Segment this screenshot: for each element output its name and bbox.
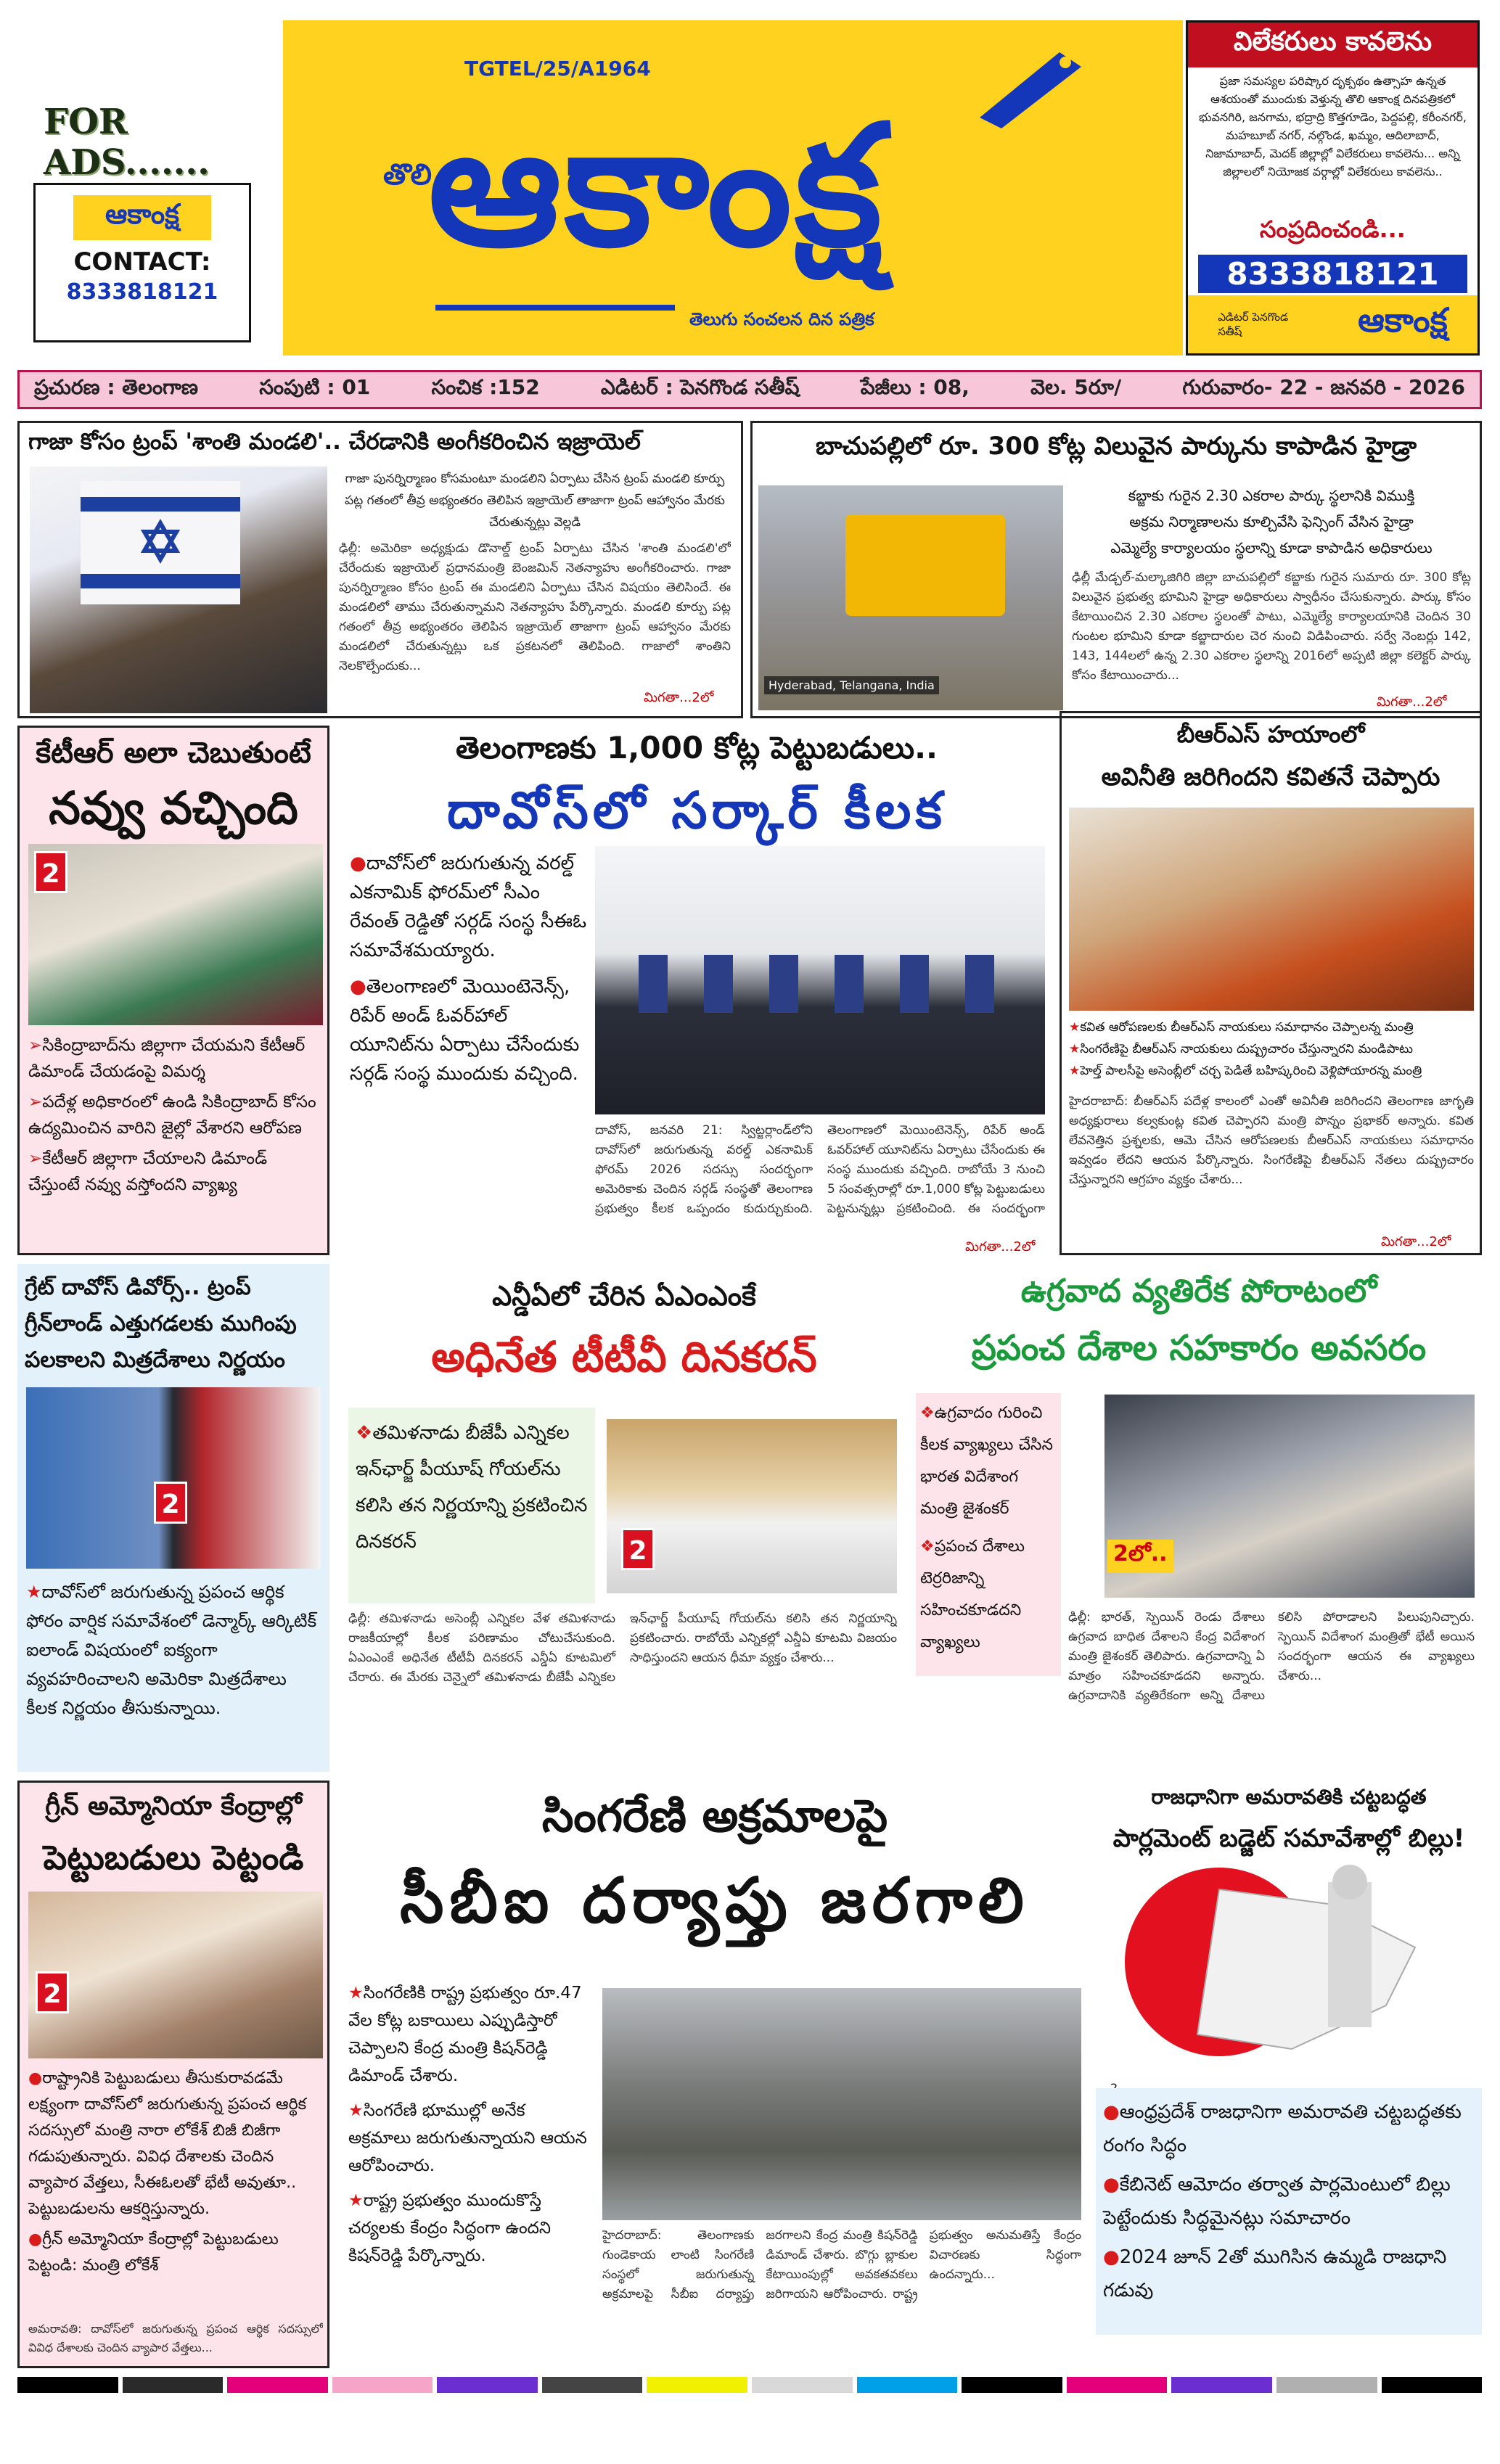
hydra-sub-3: ఎమ్మెల్యే కార్యాలయం స్థలాన్ని కూడా కాపాడిన అధికారులు <box>1110 539 1433 557</box>
ads-left <box>29 102 269 348</box>
story-gaza <box>17 421 743 718</box>
reporters-ad-footer <box>1188 295 1478 353</box>
ads-contact-label: CONTACT: <box>73 247 211 276</box>
gaza-headline: గాజా కోసం ట్రంప్ 'శాంతి మండలి'.. చేరడానికి అంగీకరించిన ఇజ్రాయెల్ <box>28 429 641 455</box>
ktr-bullets <box>28 1032 323 1198</box>
story-greenland <box>17 1264 329 1772</box>
gaza-summary: గాజా పునర్నిర్మాణం కోసమంటూ మండలిని ఏర్పాటు చేసిన ట్రంప్ మండలి కూర్పు పట్ల గతంలో తీవ్ర అభ్యంతరం తెలిపిన ఇజ్రాయెల్ తాజాగా ట్రంప్ ఆహ్వానం మేరకు చేరుతున్నట్లు వెల్లడి <box>345 472 725 530</box>
star-icon: ★ <box>348 2191 364 2210</box>
reporters-ad <box>1186 20 1480 356</box>
dot-icon: ● <box>1103 2246 1120 2268</box>
ktr-bullet-3: ➢కేటీఆర్ జిల్లాగా చేయాలని డిమాండ్ చేస్తుంటే నవ్వు వస్తోందని వ్యాఖ్య <box>28 1149 268 1194</box>
jaishankar-photo <box>1104 1395 1475 1598</box>
terror-body: ఢిల్లీ: భారత్, స్పెయిన్ రెండు దేశాలు ఉగ్రవాద బాధిత దేశాలని కేంద్ర విదేశాంగ మంత్రి జైశంకర్ తెలిపారు. ఉగ్రవాదాన్ని ఏ మాత్రం సహించకూడదని అన్నారు. ఉగ్రవాదానికి వ్యతిరేకంగా అన్ని దేశాలు కలిసి పోరాడాలని పిలుపునిచ్చారు. స్పెయిన్ విదేశాంగ మంత్రితో భేటీ అయిన సందర్భంగా ఆయన ఈ వ్యాఖ్యలు చేశారు... <box>1068 1610 1475 1703</box>
ammonia-headline-1: గ్రీన్ అమ్మోనియా కేంద్రాల్లో <box>45 1791 302 1821</box>
reg-number: TGTEL/25/A1964 <box>464 57 651 81</box>
terror-bullet-2: ❖ప్రపంచ దేశాలు టెర్రరిజాన్ని సహించకూడదని వ్యాఖ్యలు <box>920 1537 1025 1651</box>
ads-logo: ఆకాంక్ష <box>73 195 211 240</box>
swatch <box>1382 2377 1483 2393</box>
brs-headline-1: బీఆర్ఎస్ హయాంలో <box>1176 720 1365 748</box>
brs-continued: మిగతా...2లో <box>1381 1234 1451 1249</box>
swatch <box>1067 2377 1168 2393</box>
lokesh-photo <box>28 1892 323 2058</box>
arrow-icon: ➢ <box>28 1093 43 1112</box>
swatch <box>857 2377 958 2393</box>
ammonia-headline-2: పెట్టుబడులు పెట్టండి <box>43 1838 304 1877</box>
arrow-icon: ➢ <box>28 1036 43 1055</box>
for-ads-label: FOR ADS....... <box>44 102 210 183</box>
hydra-sub-2: అక్రమ నిర్మాణాలను కూల్చివేసి ఫెన్సింగ్ వేసిన హైడ్రా <box>1129 513 1414 530</box>
story-ktr <box>17 726 329 1255</box>
amaravati-bullet-box <box>1096 2088 1482 2335</box>
davos-bullet-1: ●దావోస్‌లో జరుగుతున్న వరల్డ్ ఎకనామిక్ ఫోరమ్‌లో సీఎం రేవంత్ రెడ్డితో సర్గడ్ సంస్థ సీఈఓ సమావేశమయ్యారు. <box>350 853 587 961</box>
gaza-continued: మిగతా...2లో <box>644 690 714 705</box>
masthead-underline <box>435 305 675 311</box>
dot-icon: ● <box>350 853 366 874</box>
amaravati-bullet-1: ●ఆంధ్రప్రదేశ్ రాజధానిగా అమరావతి చట్టబద్ధతకు రంగం సిద్ధం <box>1103 2101 1462 2156</box>
ammonia-bullet-1: ●రాష్ట్రానికి పెట్టుబడులు తీసుకురావడమే లక్ష్యంగా దావోస్‌లో జరుగుతున్న ప్రపంచ ఆర్థిక సదస్సులో మంత్రి నారా లోకేశ్ బిజీ బిజీగా గడుపుతున్నారు. వివిధ దేశాలకు చెందిన వ్యాపార వేత్తలు, సీఈఓలతో భేటీ అవుతూ.. పెట్టుబడులను ఆకర్షిస్తున్నారు. <box>28 2069 307 2218</box>
ammk-photo <box>607 1419 897 1593</box>
dateline-issue: సంచిక :152 <box>431 375 540 399</box>
swatch <box>1276 2377 1377 2393</box>
gaza-body: ఢిల్లీ: అమెరికా అధ్యక్షుడు డొనాల్డ్ ట్రంప్ ఏర్పాటు చేసిన 'శాంతి మండలి'లో చేరేందుకు ఇజ్రాయెల్ ప్రధానమంత్రి బెంజమిన్ నెతన్యాహు అంగీకరించారు. గాజా పునర్నిర్మాణం కోసం ట్రంప్ ఈ మండలిని ఏర్పాటు చేసిన విషయం తెలిసిందే. ఈ మండలిలో తాము చేరుతున్నామని నెతన్యాహు పేర్కొన్నారు. మండలి కూర్పు పట్ల గతంలో తీవ్ర అభ్యంతరం తెలిపిన ఇజ్రాయెల్ తాజాగా ట్రంప్ ఆహ్వానం మేరకు మండలిలో చేరుతున్నట్లు ఒక ప్రకటనలో తెలిపింది. గాజాలో శాంతిని నెలకొల్పేందుకు... <box>339 541 731 673</box>
hydra-photo <box>758 485 1063 710</box>
amaravati-headline: పార్లమెంట్ బడ్జెట్ సమావేశాల్లో బిల్లు! <box>1112 1824 1465 1853</box>
hydra-body: ఢిల్లీ మేడ్చల్-మల్కాజిగిరి జిల్లా బాచుపల్లిలో కబ్జాకు గురైన సుమారు రూ. 300 కోట్ల విలువైన ప్రభుత్వ భూమిని హైడ్రా అధికారులు స్వాధీనం చేసుకున్నారు. పార్కు కోసం కేటాయించిన 2.30 ఎకరాల స్థలంతో పాటు, ఎమ్మెల్యే కార్యాలయానికి చెందిన 30 గుంటల భూమిని కూడా కబ్జాదారుల చెర నుంచి విడిపించారు. సర్వే నెంబర్లు 142, 143, 144లలో ఉన్న 2.30 ఎకరాల స్థలాన్ని 2016లో అప్పటి జిల్లా కలెక్టర్ పార్కు కోసం కేటాయించారు... <box>1072 570 1471 683</box>
brs-bullets <box>1069 1017 1474 1082</box>
swatch <box>542 2377 643 2393</box>
singareni-headline: సీబీఐ దర్యాప్తు జరగాలి <box>400 1865 1030 1937</box>
reporters-ad-title: విలేకరులు కావలెను <box>1188 22 1478 67</box>
reporters-ad-call: సంప్రదించండి... <box>1260 215 1406 243</box>
amaravati-kicker: రాజధానిగా అమరావతికి చట్టబద్ధత <box>1151 1785 1427 1809</box>
ktr-headline-1: కేటీఆర్ అలా చెబుతుంటే <box>36 736 311 770</box>
ammk-body: ఢిల్లీ: తమిళనాడు అసెంబ్లీ ఎన్నికల వేళ తమిళనాడు రాజకీయాల్లో కీలక పరిణామం చోటుచేసుకుంది. ఏఎంఎంకే అధినేత టీటీవీ దినకరన్ ఎన్డీఏ కూటమిలో చేరారు. ఈ మేరకు చెన్నైలో తమిళనాడు బీజేపీ ఎన్నికల ఇన్‌ఛార్జ్ పీయూష్ గోయల్‌ను కలిసి తన నిర్ణయాన్ని ప్రకటించారు. రాబోయే ఎన్నికల్లో ఎన్డీఏ కూటమి విజయం సాధిస్తుందని ఆయన ధీమా వ్యక్తం చేశారు... <box>348 1611 897 1685</box>
diamond-icon: ❖ <box>356 1422 373 1444</box>
dot-icon: ● <box>1103 2174 1120 2196</box>
dateline-volume: సంపుటి : 01 <box>259 375 371 399</box>
ktr-bullet-1: ➢సికింద్రాబాద్‌ను జిల్లాగా చేయమని కేటీఆర్ డిమాండ్ చేయడంపై విమర్శ <box>28 1036 306 1081</box>
swatch <box>962 2377 1062 2393</box>
dot-icon: ● <box>350 976 366 998</box>
brs-bullet-2: ★సింగరేణిపై బీఆర్ఎస్ నాయకులు దుష్ప్రచారం చేస్తున్నారని మండిపాటు <box>1069 1042 1414 1056</box>
brs-bullet-1: ★కవిత ఆరోపణలకు బీఆర్ఎస్ నాయకులు సమాధానం చెప్పాలన్న మంత్రి <box>1069 1020 1414 1035</box>
greenland-bullet: ★దావోస్‌లో జరుగుతున్న ప్రపంచ ఆర్థిక ఫోరం వార్షిక సమావేశంలో డెన్మార్క్ ఆర్కిటిక్ ఐలాండ్ విషయంలో ఐక్యంగా వ్యవహరించాలని అమెరికా మిత్రదేశాలు కీలక నిర్ణయం తీసుకున్నాయి. <box>26 1582 317 1718</box>
amaravati-graphic <box>1110 1860 1473 2078</box>
dateline-strip <box>17 370 1482 409</box>
star-icon: ★ <box>348 1984 364 2003</box>
reporters-ad-body: ప్రజా సమస్యల పరిష్కార దృక్పథం ఉత్సాహ ఉన్నత ఆశయంతో ముందుకు వెళ్తున్న తొలి ఆకాంక్ష దినపత్రికలో భువనగిరి, జనగామ, భద్రాద్రి కొత్తగూడెం, పెద్దపల్లి, కరీంనగర్, మహబూబ్ నగర్, నల్గొండ, ఖమ్మం, ఆదిలాబాద్, నిజామాబాద్, మెదక్ జిల్లాల్లో విలేకరులు కావలెను... అన్ని జిల్లాలలో నియోజక వర్గాల్లో విలేకరులు కావలెను.. <box>1199 74 1467 178</box>
swatch <box>332 2377 433 2393</box>
singareni-body: హైదరాబాద్: తెలంగాణకు గుండెకాయ లాంటి సింగరేణి సంస్థలో జరుగుతున్న అక్రమాలపై సీబీఐ దర్యాప్తు జరగాలని కేంద్ర మంత్రి కిషన్‌రెడ్డి డిమాండ్ చేశారు. బొగ్గు బ్లాకుల కేటాయింపుల్లో అవకతవకలు జరిగాయని ఆరోపించారు. రాష్ట్ర ప్రభుత్వం అనుమతిస్తే కేంద్రం విచారణకు సిద్ధంగా ఉందన్నారు... <box>602 2228 1081 2301</box>
swatch <box>1171 2377 1272 2393</box>
davos-continued: మిగతా...2లో <box>965 1239 1036 1254</box>
dateline-editor: ఎడిటర్ : పెనగొండ సతీష్ <box>600 375 800 399</box>
story-hydra <box>750 421 1482 718</box>
dot-icon: ● <box>28 2069 43 2087</box>
swatch <box>752 2377 853 2393</box>
singareni-kicker: సింగరేణి అక్రమాలపై <box>541 1789 888 1842</box>
singareni-bullet-2: ★సింగరేణి భూముల్లో అనేక అక్రమాలు జరుగుతున్నాయని ఆయన ఆరోపించారు. <box>348 2101 587 2175</box>
ktr-bullet-2: ➢పదేళ్ల అధికారంలో ఉండి సికింద్రాబాద్ కోసం ఉద్యమించిన వారిని జైల్లో వేశారని ఆరోపణ <box>28 1093 316 1138</box>
color-registration-bar <box>17 2377 1482 2394</box>
swatch <box>647 2377 747 2393</box>
reporters-ad-logo: ఆకాంక్ష <box>1358 300 1448 340</box>
diamond-icon: ❖ <box>920 1404 935 1422</box>
greenland-headline: గ్రేట్ దావోస్ డివోర్స్.. ట్రంప్ గ్రీన్‌లాండ్ ఎత్తుగడలకు ముగింపు పలకాలని మిత్రదేశాలు నిర్ణయం <box>25 1275 297 1373</box>
dot-icon: ● <box>1103 2101 1120 2123</box>
page-ref-badge: 2 <box>36 1971 69 2013</box>
davos-body: దావోస్, జనవరి 21: స్విట్జర్లాండ్‌లోని దావోస్‌లో జరుగుతున్న వరల్డ్ ఎకనామిక్ ఫోరమ్ 2026 సదస్సు సందర్భంగా అమెరికాకు చెందిన సర్గడ్ సంస్థతో తెలంగాణ ప్రభుత్వం కీలక ఒప్పందం కుదుర్చుకుంది. తెలంగాణలో మెయింటెనెన్స్, రిపేర్ అండ్ ఓవర్‌హాల్ యూనిట్‌ను ఏర్పాటు చేసేందుకు ఈ సంస్థ ముందుకు వచ్చింది. రాబోయే 3 నుంచి 5 సంవత్సరాల్లో రూ.1,000 కోట్ల పెట్టుబడులు పెట్టనున్నట్లు ప్రకటించింది. ఈ సందర్భంగా <box>595 1123 1045 1216</box>
ammk-kicker: ఎన్డీఏలో చేరిన ఏఎంఎంకే <box>492 1280 756 1312</box>
singareni-bullet-1: ★సింగరేణికి రాష్ట్ర ప్రభుత్వం రూ.47 వేల కోట్ల బకాయిలు ఎప్పుడిస్తారో చెప్పాలని కేంద్ర మంత్రి కిషన్‌రెడ్డి డిమాండ్ చేశారు. <box>348 1984 582 2085</box>
swatch <box>123 2377 224 2393</box>
ammk-headline: అధినేత టీటీవీ దినకరన్ <box>431 1332 817 1381</box>
masthead <box>283 20 1183 356</box>
dot-icon: ● <box>28 2230 43 2249</box>
davos-photo <box>595 846 1045 1114</box>
ammonia-bullet-2: ●గ్రీన్ అమ్మోనియా కేంద్రాల్లో పెట్టుబడులు పెట్టండి: మంత్రి లోకేశ్ <box>28 2230 279 2275</box>
reporters-ad-phone: 8333818121 <box>1198 255 1467 293</box>
davos-headline: దావోస్‌లో సర్కార్ కీలక <box>447 781 946 840</box>
ads-contact-box <box>33 183 251 342</box>
dateline-date: గురువారం- 22 - జనవరి - 2026 <box>1182 375 1465 399</box>
ammk-bullet: ❖తమిళనాడు బీజేపీ ఎన్నికల ఇన్‌ఛార్జ్ పీయూష్ గోయల్‌ను కలిసి తన నిర్ణయాన్ని ప్రకటించిన దినకరన్ <box>356 1422 588 1553</box>
pen-nib-icon <box>972 45 1089 132</box>
amaravati-bullet-2: ●కేబినెట్ ఆమోదం తర్వాత పార్లమెంటులో బిల్లు పెట్టేందుకు సిద్ధమైనట్లు సమాచారం <box>1103 2174 1451 2229</box>
singareni-bullet-3: ★రాష్ట్ర ప్రభుత్వం ముందుకొస్తే చర్యలకు కేంద్రం సిద్ధంగా ఉందని కిషన్‌రెడ్డి పేర్కొన్నారు. <box>348 2191 552 2265</box>
page-ref-badge-lo: 2లో.. <box>1107 1540 1173 1573</box>
swatch <box>17 2377 118 2393</box>
davos-kicker: తెలంగాణకు 1,000 కోట్ల పెట్టుబడులు.. <box>456 730 938 765</box>
ads-contact-number: 8333818121 <box>66 279 218 305</box>
reporters-ad-editor: ఎడిటర్ పెనగొండ సతీష్ <box>1218 311 1289 338</box>
diamond-icon: ❖ <box>920 1537 935 1556</box>
story-singareni <box>341 1781 1089 2368</box>
star-icon: ★ <box>1069 1064 1081 1078</box>
dateline-price: వెల. 5రూ/ <box>1030 375 1122 399</box>
kavitha-photo <box>28 844 323 1025</box>
story-davos <box>341 726 1052 1255</box>
swatch <box>227 2377 328 2393</box>
ammonia-bullets <box>28 2066 323 2279</box>
ammk-bullet-box <box>348 1408 595 1603</box>
brs-bullet-3: ★హెల్త్ పాలసీపై అసెంబ్లీలో చర్చ పెడితే బహిష్కరించి వెళ్లిపోయారన్న మంత్రి <box>1069 1064 1422 1078</box>
terror-headline-2: ప్రపంచ దేశాల సహకారం అవసరం <box>971 1328 1427 1368</box>
hydra-photo-caption: Hyderabad, Telangana, India <box>764 676 939 694</box>
brs-headline-2: అవినీతి జరిగిందని కవితనే చెప్పారు <box>1101 763 1440 792</box>
masthead-title: ఆకాంక్ష <box>428 90 885 284</box>
amaravati-bullet-3: ●2024 జూన్ 2తో ముగిసిన ఉమ్మడి రాజధాని గడువు <box>1103 2246 1447 2301</box>
story-green-ammonia <box>17 1781 329 2368</box>
masthead-prefix: తొలి <box>383 158 432 192</box>
brs-body: హైదరాబాద్: బీఆర్ఎస్ పదేళ్ల కాలంలో ఎంతో అవినీతి జరిగిందని తెలంగాణ జాగృతి అధ్యక్షురాలు కల్వకుంట్ల కవిత చెప్పారని మంత్రి పొన్నం ప్రభాకర్ అన్నారు. కవిత లేవనెత్తిన ప్రశ్నలకు, ఆమె చేసిన ఆరోపణలకు బీఆర్ఎస్ నాయకులు సమాధానం ఇవ్వడం లేదని ఆయన పేర్కొన్నారు. సింగరేణిపై బీఆర్ఎస్ నేతలు దుష్ప్రచారం చేస్తున్నారని ఆగ్రహం వ్యక్తం చేశారు... <box>1069 1094 1474 1187</box>
story-ammk <box>341 1264 907 1772</box>
star-icon: ★ <box>1069 1042 1081 1056</box>
arrow-icon: ➢ <box>28 1149 43 1168</box>
hydra-headline: బాచుపల్లిలో రూ. 300 కోట్ల విలువైన పార్కును కాపాడిన హైడ్రా <box>815 432 1417 461</box>
jcb-excavator-icon <box>845 514 1005 616</box>
israel-flag-icon <box>81 481 240 604</box>
story-terror <box>916 1264 1482 1772</box>
masthead-tagline: తెలుగు సంచలన దిన పత్రిక <box>689 309 874 329</box>
star-icon: ★ <box>348 2101 364 2120</box>
davos-bullets <box>350 849 589 1088</box>
ktr-headline-2: నవ్వు వచ్చింది <box>49 781 298 834</box>
greenland-photo <box>26 1387 321 1569</box>
terror-bullet-box <box>916 1393 1061 1676</box>
gaza-photo <box>30 467 327 713</box>
star-icon: ★ <box>26 1582 42 1602</box>
star-icon: ★ <box>1069 1020 1081 1035</box>
singareni-bullets <box>348 1979 588 2270</box>
hydra-continued: మిగతా...2లో <box>1377 694 1447 710</box>
dateline-pages: పేజీలు : 08, <box>860 375 970 399</box>
amaravati-buddha-map-icon <box>1110 1860 1473 2078</box>
brochure-group <box>639 955 1001 1013</box>
dateline-publication: ప్రచురణ : తెలంగాణ <box>34 375 199 399</box>
terror-bullet-1: ❖ఉగ్రవాదం గురించి కీలక వ్యాఖ్యలు చేసిన భారత విదేశాంగ మంత్రి జైశంకర్ <box>920 1404 1053 1518</box>
story-brs <box>1060 711 1482 1255</box>
page-ref-badge: 2 <box>34 851 67 893</box>
davos-bullet-2: ●తెలంగాణలో మెయింటెనెన్స్, రిపేర్ అండ్ ఓవర్‌హాల్ యూనిట్‌ను ఏర్పాటు చేసేందుకు సర్గడ్ సంస్థ ముందుకు వచ్చింది. <box>350 976 580 1085</box>
swatch <box>437 2377 538 2393</box>
hydra-sub-1: కబ్జాకు గురైన 2.30 ఎకరాల పార్కు స్థలానికి విముక్తి <box>1128 487 1415 504</box>
story-amaravati <box>1096 1781 1482 2368</box>
ammonia-body: అమరావతి: దావోస్‌లో జరుగుతున్న ప్రపంచ ఆర్థిక సదస్సులో వివిధ దేశాలకు చెందిన వ్యాపార వేత్తలు... <box>28 2322 323 2354</box>
ponnam-photo <box>1069 808 1474 1011</box>
page-ref-badge: 2 <box>621 1528 655 1570</box>
terror-headline-1: ఉగ్రవాద వ్యతిరేక పోరాటంలో <box>1020 1273 1377 1310</box>
page-ref-badge: 2 <box>154 1482 187 1524</box>
singareni-photo <box>602 1988 1081 2220</box>
